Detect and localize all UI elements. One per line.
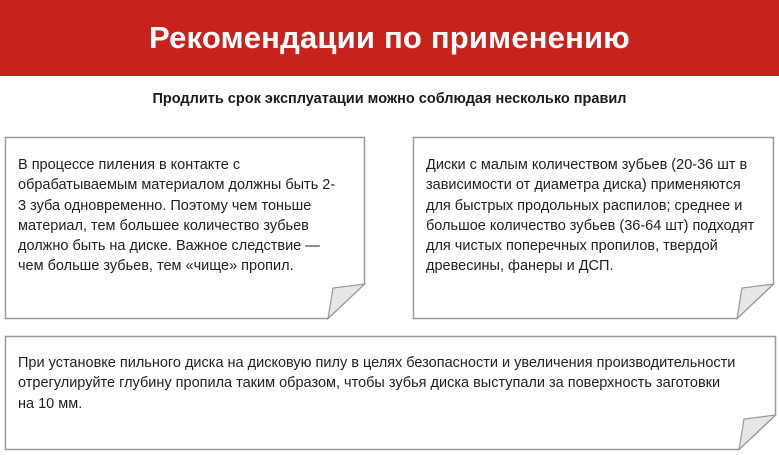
note-card-teeth-contact: [4, 136, 366, 320]
page-fold-icon: [328, 284, 365, 319]
page-fold-icon: [739, 415, 776, 450]
page-fold-icon: [737, 284, 774, 319]
note-card-cut-depth: [4, 335, 777, 451]
note-text: Диски с малым количеством зубьев (20-36 шт в зависимости от диаметра диска) применяются для быстрых продольных распилов; среднее и большое количество зубьев (36-64 шт) подходят для чистых поперечных пропилов, твердой древесины, фанеры и ДСП.: [426, 157, 755, 275]
page-title: Рекомендации по применению: [149, 20, 630, 55]
note-card-teeth-count: [412, 136, 775, 320]
note-text: В процессе пиления в контакте с обрабатываемым материалом должны быть 2-3 зуба одновременно. Поэтому чем тоньше материал, тем большее количество зубьев должно быть на диске. Важное следствие — чем больше зубьев, тем «чище» пропил.: [18, 157, 336, 275]
header-banner: [0, 0, 779, 76]
note-text: При установке пильного диска на дисковую пилу в целях безопасности и увеличения производительности отрегулируйте глубину пропила таким образом, чтобы зубья диска выступали за поверхность заготовки на 10 мм.: [18, 355, 736, 412]
subtitle: Продлить срок эксплуатации можно соблюдая несколько правил: [152, 91, 627, 107]
